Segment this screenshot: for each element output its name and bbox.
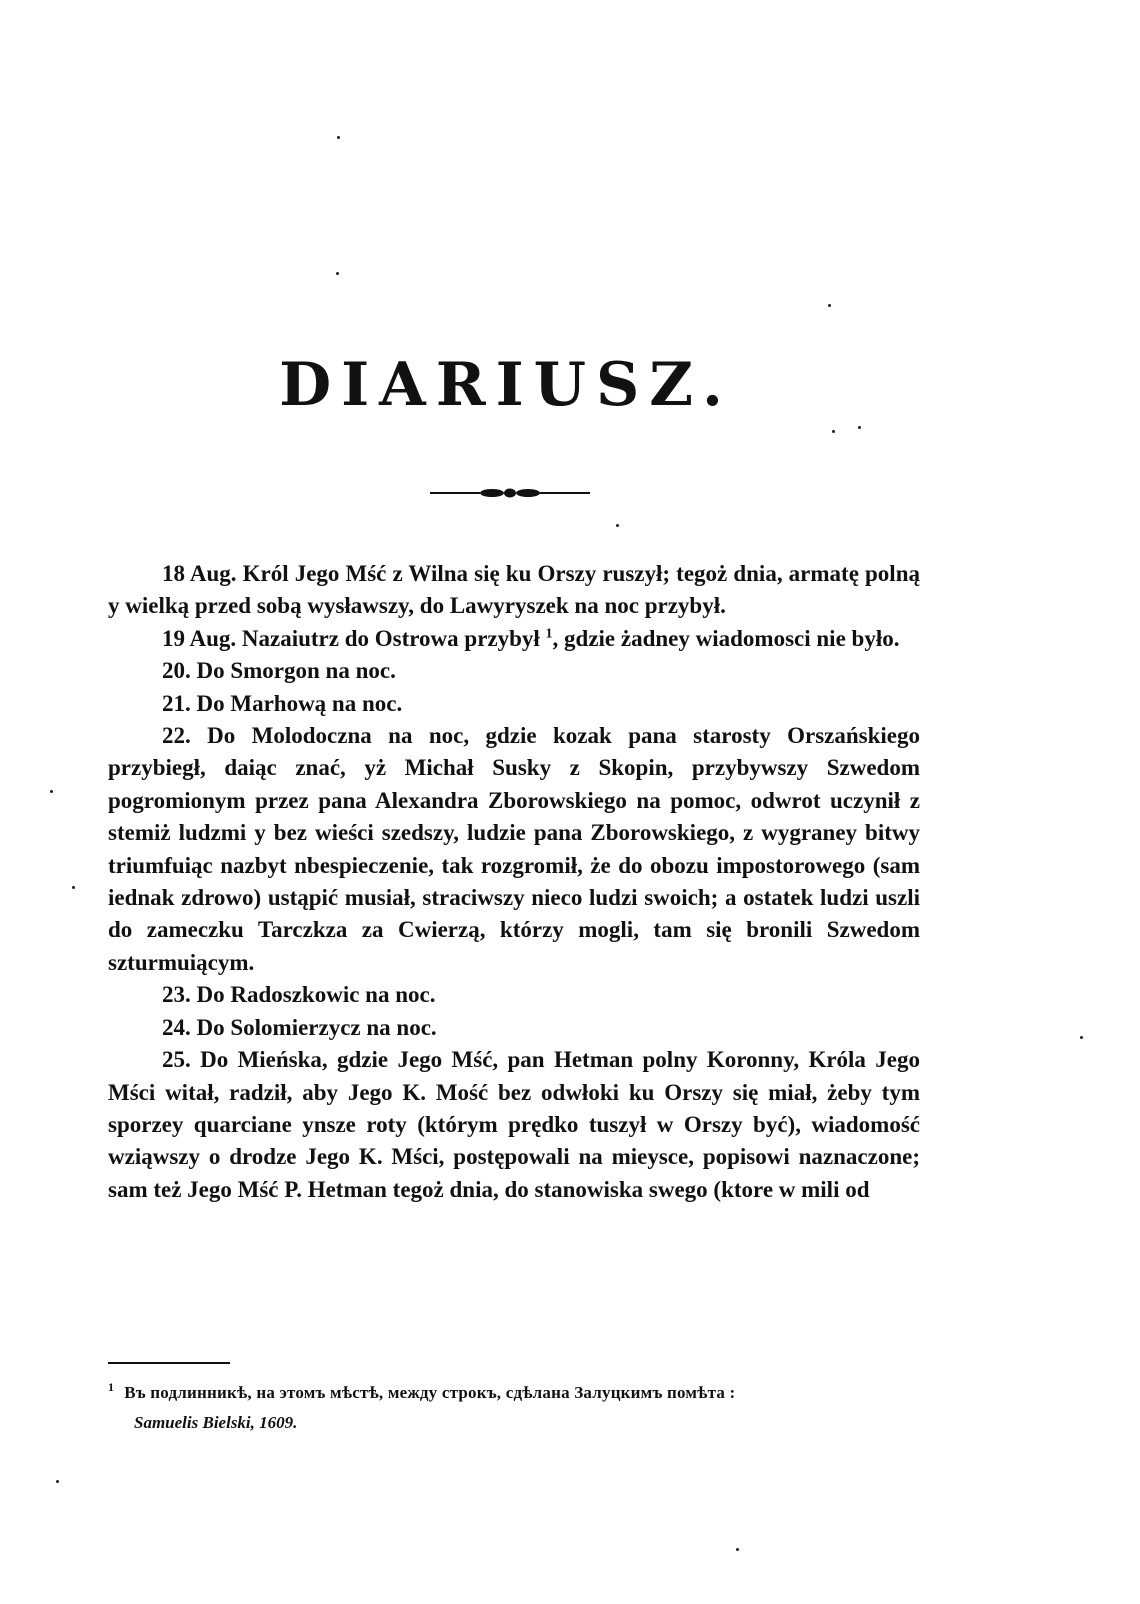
scan-speck [56,1480,59,1483]
footnote-mark: 1 [108,1380,115,1395]
entry-text-continued: , gdzie żadney wiadomosci nie było. [552,625,900,651]
footnote-divider [108,1362,230,1364]
diary-entry-24: 24. Do Solomierzycz na noc. [162,1014,437,1040]
footnote-citation: Samuelis Bielski, 1609. [134,1413,298,1432]
scan-speck [832,430,835,433]
diary-entry-22: 22. Do Molodoczna na noc, gdzie kozak pana starosty Orszańskiego przybiegł, daiąc znać, yż Michał Susky z Skopin, przybywszy Szwedom pogromionym przez pana Alexandra Zborowskiego na pomoc, odwrot uczynił z stemiż ludzmi y bez wieści szedszy, ludzie pana Zborowskiego, z wygraney bitwy triumfuiąc nazbyt nbespieczenie, tak rozgromił, że do obozu impostorowego (sam iednak zdrowo) ustąpić musiał, straciwszy nieco ludzi swoich; a ostatek ludzi uszli do zameczku Tarczkza za Cwierzą, którzy mogli, tam się bronili Szwedom szturmuiącym. [108,723,920,975]
scan-speck [1080,1036,1083,1039]
diary-entry-21: 21. Do Marhową na noc. [162,690,403,716]
diary-body [108,558,920,1206]
diary-entry-23: 23. Do Radoszkowic na noc. [162,982,436,1008]
scan-speck [858,426,861,429]
diary-entry-20: 20. Do Smorgon na noc. [162,658,396,684]
page-title: DIARIUSZ. [279,350,733,420]
footnote [108,1378,920,1438]
scan-speck [336,272,339,275]
scan-speck [828,304,831,307]
footnote-text: Въ подлинникѣ, на этомъ мѣстѣ, между строкъ, сдѣлана Залуцкимъ помѣта : [124,1383,736,1402]
footnote-line [108,1378,920,1408]
footnote-reference: 1 [545,626,553,642]
entry-text: 19 Aug. Nazaiutrz do Ostrowa przybył [162,625,540,651]
scan-speck [616,524,619,527]
scan-speck [736,1548,739,1551]
scan-speck [50,790,53,793]
diary-entry-aug-19 [108,623,920,655]
diary-entry-25: 25. Do Mieńska, gdzie Jego Mść, pan Hetman polny Koronny, Króla Jego Mści witał, radził, aby Jego K. Mość bez odwłoki ku Orszy się miał, żeby tym sporzey quarciane ynsze roty (którym prędko tuszył w Orszy być), wiadomość wziąwszy o drodze Jego K. Mści, postępowali na mieysce, popisowi naznaczone; sam też Jego Mść P. Hetman tegoż dnia, do stanowiska swego (ktore w mili od [108,1047,920,1202]
title-ornament [430,487,590,499]
diary-entry-aug-18: 18 Aug. Król Jego Mść z Wilna się ku Orszy ruszył; tegoż dnia, armatę polną y wielką przed sobą wysławszy, do Lawyryszek na noc przybył. [108,561,920,619]
scan-speck [72,886,75,889]
scan-speck [337,136,340,139]
